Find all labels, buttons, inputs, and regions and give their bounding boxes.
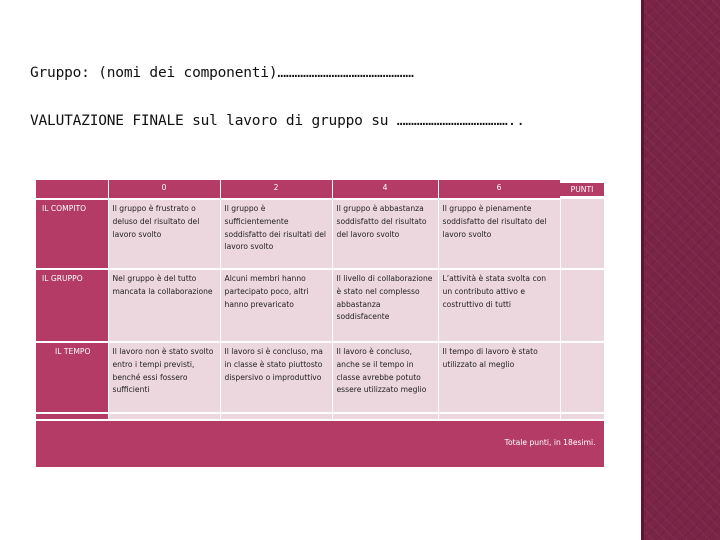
header-cell-score-0: 0 — [108, 180, 220, 199]
header-cell-score-2: 2 — [220, 180, 332, 199]
table-cell: Il tempo di lavoro è stato utilizzato al meglio — [438, 342, 560, 413]
table-cell: Il gruppo è abbastanza soddisfatto del risultato del lavoro svolto — [332, 199, 438, 269]
points-cell[interactable] — [560, 342, 604, 413]
header-cell-score-6: 6 — [438, 180, 560, 199]
points-cell[interactable] — [560, 199, 604, 269]
table-row — [36, 269, 604, 342]
row-label-tempo: IL TEMPO — [36, 342, 108, 413]
header-cell-score-4: 4 — [332, 180, 438, 199]
table-cell: Il livello di collaborazione è stato nel complesso abbastanza soddisfacente — [332, 269, 438, 342]
table-row — [36, 342, 604, 413]
table-cell: Il gruppo è pienamente soddisfatto del risultato del lavoro svolto — [438, 199, 560, 269]
row-label-compito: IL COMPITO — [36, 199, 108, 269]
table-row — [36, 199, 604, 269]
table-header-row — [36, 180, 604, 199]
table-cell: Alcuni membri hanno partecipato poco, altri hanno prevaricato — [220, 269, 332, 342]
table-cell: Il gruppo è frustrato o deluso del risultato del lavoro svolto — [108, 199, 220, 269]
total-points-label: Totale punti, in 18esimi. — [36, 420, 604, 468]
punti-header-label: PUNTI — [560, 183, 604, 196]
final-evaluation-line: VALUTAZIONE FINALE sul lavoro di gruppo su ………………………………….. — [30, 113, 525, 129]
group-members-line: Gruppo: (nomi dei componenti)………………………………………… — [30, 65, 414, 81]
table-cell: Il lavoro è concluso, anche se il tempo in classe avrebbe potuto essere utilizzato meglio — [332, 342, 438, 413]
header-cell-empty — [36, 180, 108, 199]
table-cell: Il gruppo è sufficientemente soddisfatto dei risultati del lavoro svolto — [220, 199, 332, 269]
row-label-gruppo: IL GRUPPO — [36, 269, 108, 342]
points-cell[interactable] — [560, 269, 604, 342]
table-cell: Il lavoro non è stato svolto entro i tempi previsti, benché essi fossero sufficienti — [108, 342, 220, 413]
table-spacer-row — [36, 413, 604, 420]
decorative-side-bar — [641, 0, 720, 540]
table-cell: Nel gruppo è del tutto mancata la collaborazione — [108, 269, 220, 342]
total-row — [36, 420, 604, 468]
table-cell: L’attività è stata svolta con un contributo attivo e costruttivo di tutti — [438, 269, 560, 342]
table-cell: Il lavoro si è concluso, ma in classe è stato piuttosto dispersivo o improduttivo — [220, 342, 332, 413]
evaluation-rubric-table — [36, 180, 605, 469]
